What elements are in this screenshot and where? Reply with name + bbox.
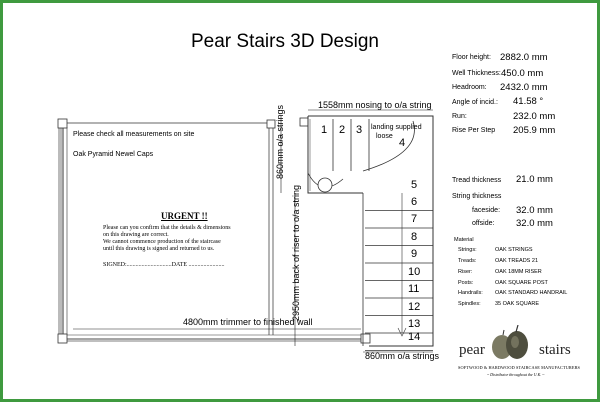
faceside-label: faceside: — [472, 207, 501, 214]
material-value: OAK STRINGS — [495, 247, 533, 253]
material-value: 35 OAK SQUARE — [495, 301, 540, 307]
brand-name-left: pear — [459, 342, 485, 358]
material-label: Riser: — [458, 269, 473, 275]
step-number: 9 — [411, 248, 418, 260]
faceside-value: 32.0 mm — [516, 205, 553, 216]
step-number: 14 — [408, 331, 421, 343]
spec-label: Headroom: — [452, 84, 487, 91]
offside-value: 32.0 mm — [516, 218, 553, 229]
spec-label: Rise Per Step — [452, 127, 496, 134]
material-value: OAK TREADS 21 — [495, 258, 538, 264]
pear-icon — [490, 325, 530, 361]
spec-value: 232.0 mm — [513, 111, 556, 122]
newel-post — [267, 120, 275, 128]
urgent-title: URGENT !! — [161, 211, 208, 221]
dim-well-string: 860mm o/a strings — [275, 104, 285, 179]
dim-trimmer: 4800mm trimmer to finished wall — [183, 317, 313, 327]
urgent-signed-line: SIGNED:..............................DATE ........................ — [103, 262, 225, 268]
spec-value: 2882.0 mm — [500, 52, 548, 63]
step-number: 13 — [408, 318, 421, 330]
step-number: 6 — [411, 196, 418, 208]
urgent-line: We cannot commence production of the staircase — [103, 239, 221, 245]
dim-nosing: 1558mm nosing to o/a string — [318, 100, 432, 110]
material-label: Posts: — [458, 280, 474, 286]
spec-label: Floor height: — [452, 54, 491, 61]
spec-label: Well Thickness: — [452, 70, 501, 77]
spec-label: Run: — [452, 113, 467, 120]
left-balustrade — [59, 127, 61, 335]
step-number: 11 — [408, 283, 420, 295]
material-value: OAK SQUARE POST — [495, 280, 548, 286]
brand-tagline: SOFTWOOD & HARDWOOD STAIRCASE MANUFACTURERS — [458, 365, 581, 370]
step-number: 10 — [408, 266, 421, 278]
string-heading: String thickness — [452, 193, 502, 200]
tread-label: Tread thickness — [452, 177, 502, 184]
spec-value: 205.9 mm — [513, 125, 556, 136]
spec-label: Angle of incid.: — [452, 99, 498, 106]
dim-back-riser: 2950mm back of riser to o/a string — [291, 184, 301, 321]
step-number: 12 — [408, 301, 421, 313]
urgent-line: until this drawing is signed and returned to us. — [103, 246, 215, 252]
urgent-line: Please can you confirm that the details & dimensions — [103, 225, 231, 231]
material-label: Handrails: — [458, 290, 483, 296]
offside-label: offside: — [472, 220, 495, 227]
step-number: 3 — [356, 124, 363, 136]
dim-bottom-string: 860mm o/a strings — [365, 351, 440, 361]
landing-note: landing supplied — [371, 124, 422, 131]
step-number: 5 — [411, 179, 418, 191]
note-check-measurements: Please check all measurements on site — [73, 131, 195, 138]
material-heading: Material — [454, 237, 474, 243]
spec-value: 41.58 ° — [513, 96, 544, 107]
newel-post — [361, 334, 370, 343]
newel-post — [58, 334, 67, 343]
step-number: 8 — [411, 231, 418, 243]
page-title: Pear Stairs 3D Design — [191, 31, 379, 52]
bottom-balustrade — [67, 339, 365, 341]
newel-turn-post — [318, 178, 332, 192]
step-number: 4 — [399, 137, 406, 149]
urgent-line: on this drawing are correct. — [103, 232, 169, 238]
newel-post — [300, 118, 308, 126]
note-newel-caps: Oak Pyramid Newel Caps — [73, 151, 154, 158]
landing-note: loose — [376, 133, 393, 140]
material-label: Strings: — [458, 247, 477, 253]
material-label: Treads: — [458, 258, 477, 264]
brand-name-right: stairs — [539, 342, 571, 358]
material-value: OAK STANDARD HANDRAIL — [495, 290, 568, 296]
material-value: OAK 18MM RISER — [495, 269, 542, 275]
material-label: Spindles: — [458, 301, 481, 307]
spec-value: 450.0 mm — [501, 68, 544, 79]
step-number: 1 — [321, 124, 328, 136]
well-handrail — [269, 128, 273, 335]
step-number: 2 — [339, 124, 346, 136]
step-number: 7 — [411, 213, 418, 225]
newel-post — [58, 119, 67, 128]
spec-value: 2432.0 mm — [500, 82, 548, 93]
tread-value: 21.0 mm — [516, 174, 553, 185]
brand-subtagline: ~ Distributor throughout the U.K. ~ — [487, 372, 545, 377]
